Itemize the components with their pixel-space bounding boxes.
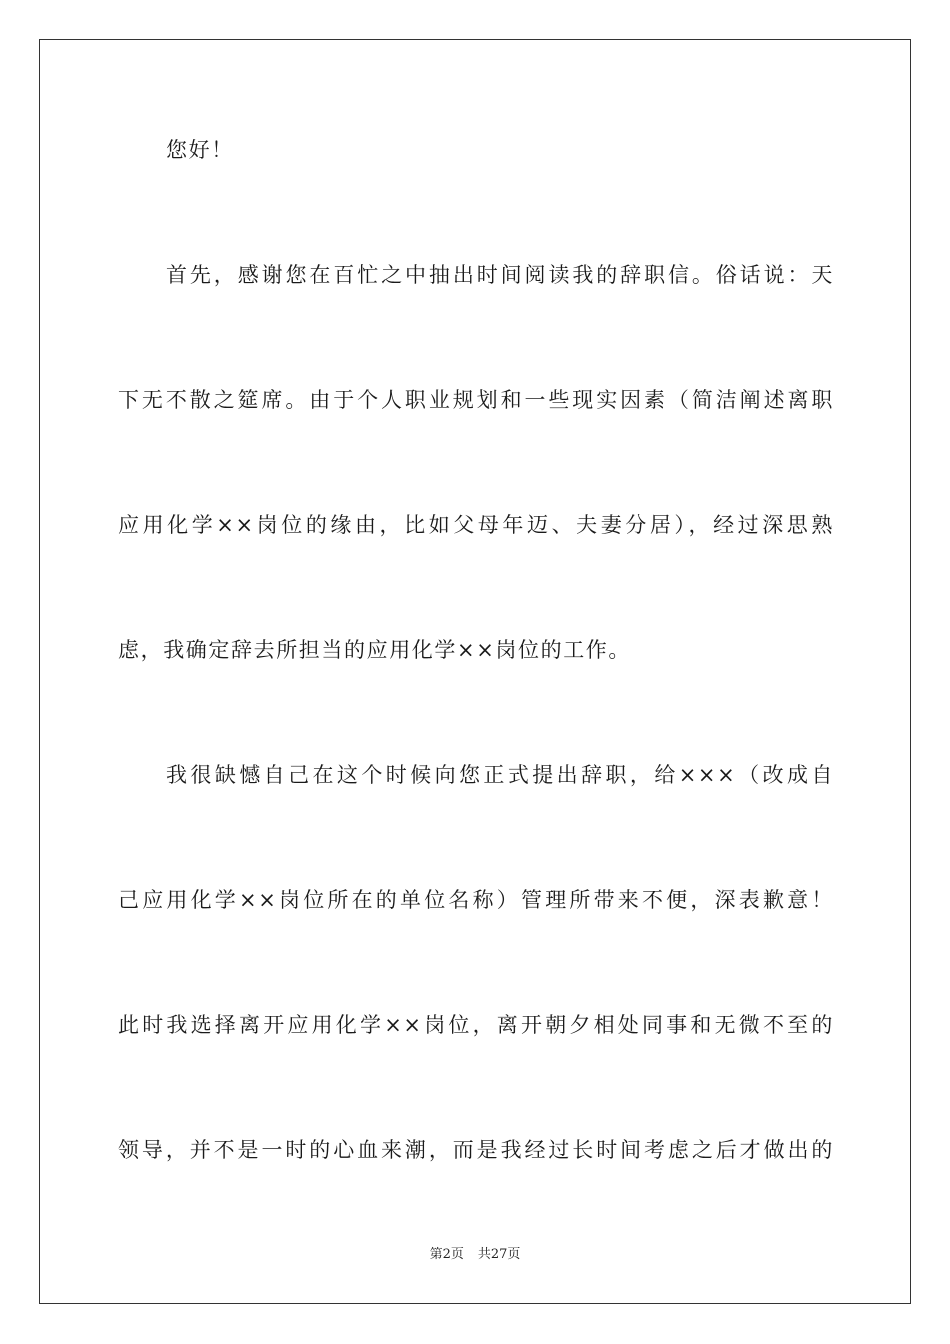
page-number: 第2页: [429, 1247, 464, 1262]
paragraph-line-2: 下无不散之筵席。由于个人职业规划和一些现实因素（简洁阐述离职: [118, 388, 834, 412]
paragraph-line-5: 我很缺憾自己在这个时候向您正式提出辞职，给×××（改成自: [166, 763, 834, 787]
paragraph-line-1: 首先，感谢您在百忙之中抽出时间阅读我的辞职信。俗话说：天: [166, 263, 834, 287]
paragraph-line-3: 应用化学××岗位的缘由，比如父母年迈、夫妻分居），经过深思熟: [118, 513, 834, 537]
paragraph-line-4: 虑，我确定辞去所担当的应用化学××岗位的工作。: [118, 638, 631, 662]
page-total: 共27页: [477, 1247, 521, 1262]
paragraph-line-8: 领导，并不是一时的心血来潮，而是我经过长时间考虑之后才做出的: [118, 1138, 834, 1162]
paragraph-line-7: 此时我选择离开应用化学××岗位，离开朝夕相处同事和无微不至的: [118, 1013, 834, 1037]
paragraph-line-6: 己应用化学××岗位所在的单位名称）管理所带来不便，深表歉意！: [118, 888, 834, 912]
page-footer: [0, 1246, 950, 1264]
greeting-line: 您好！: [166, 138, 234, 162]
page-border: [39, 39, 911, 1304]
